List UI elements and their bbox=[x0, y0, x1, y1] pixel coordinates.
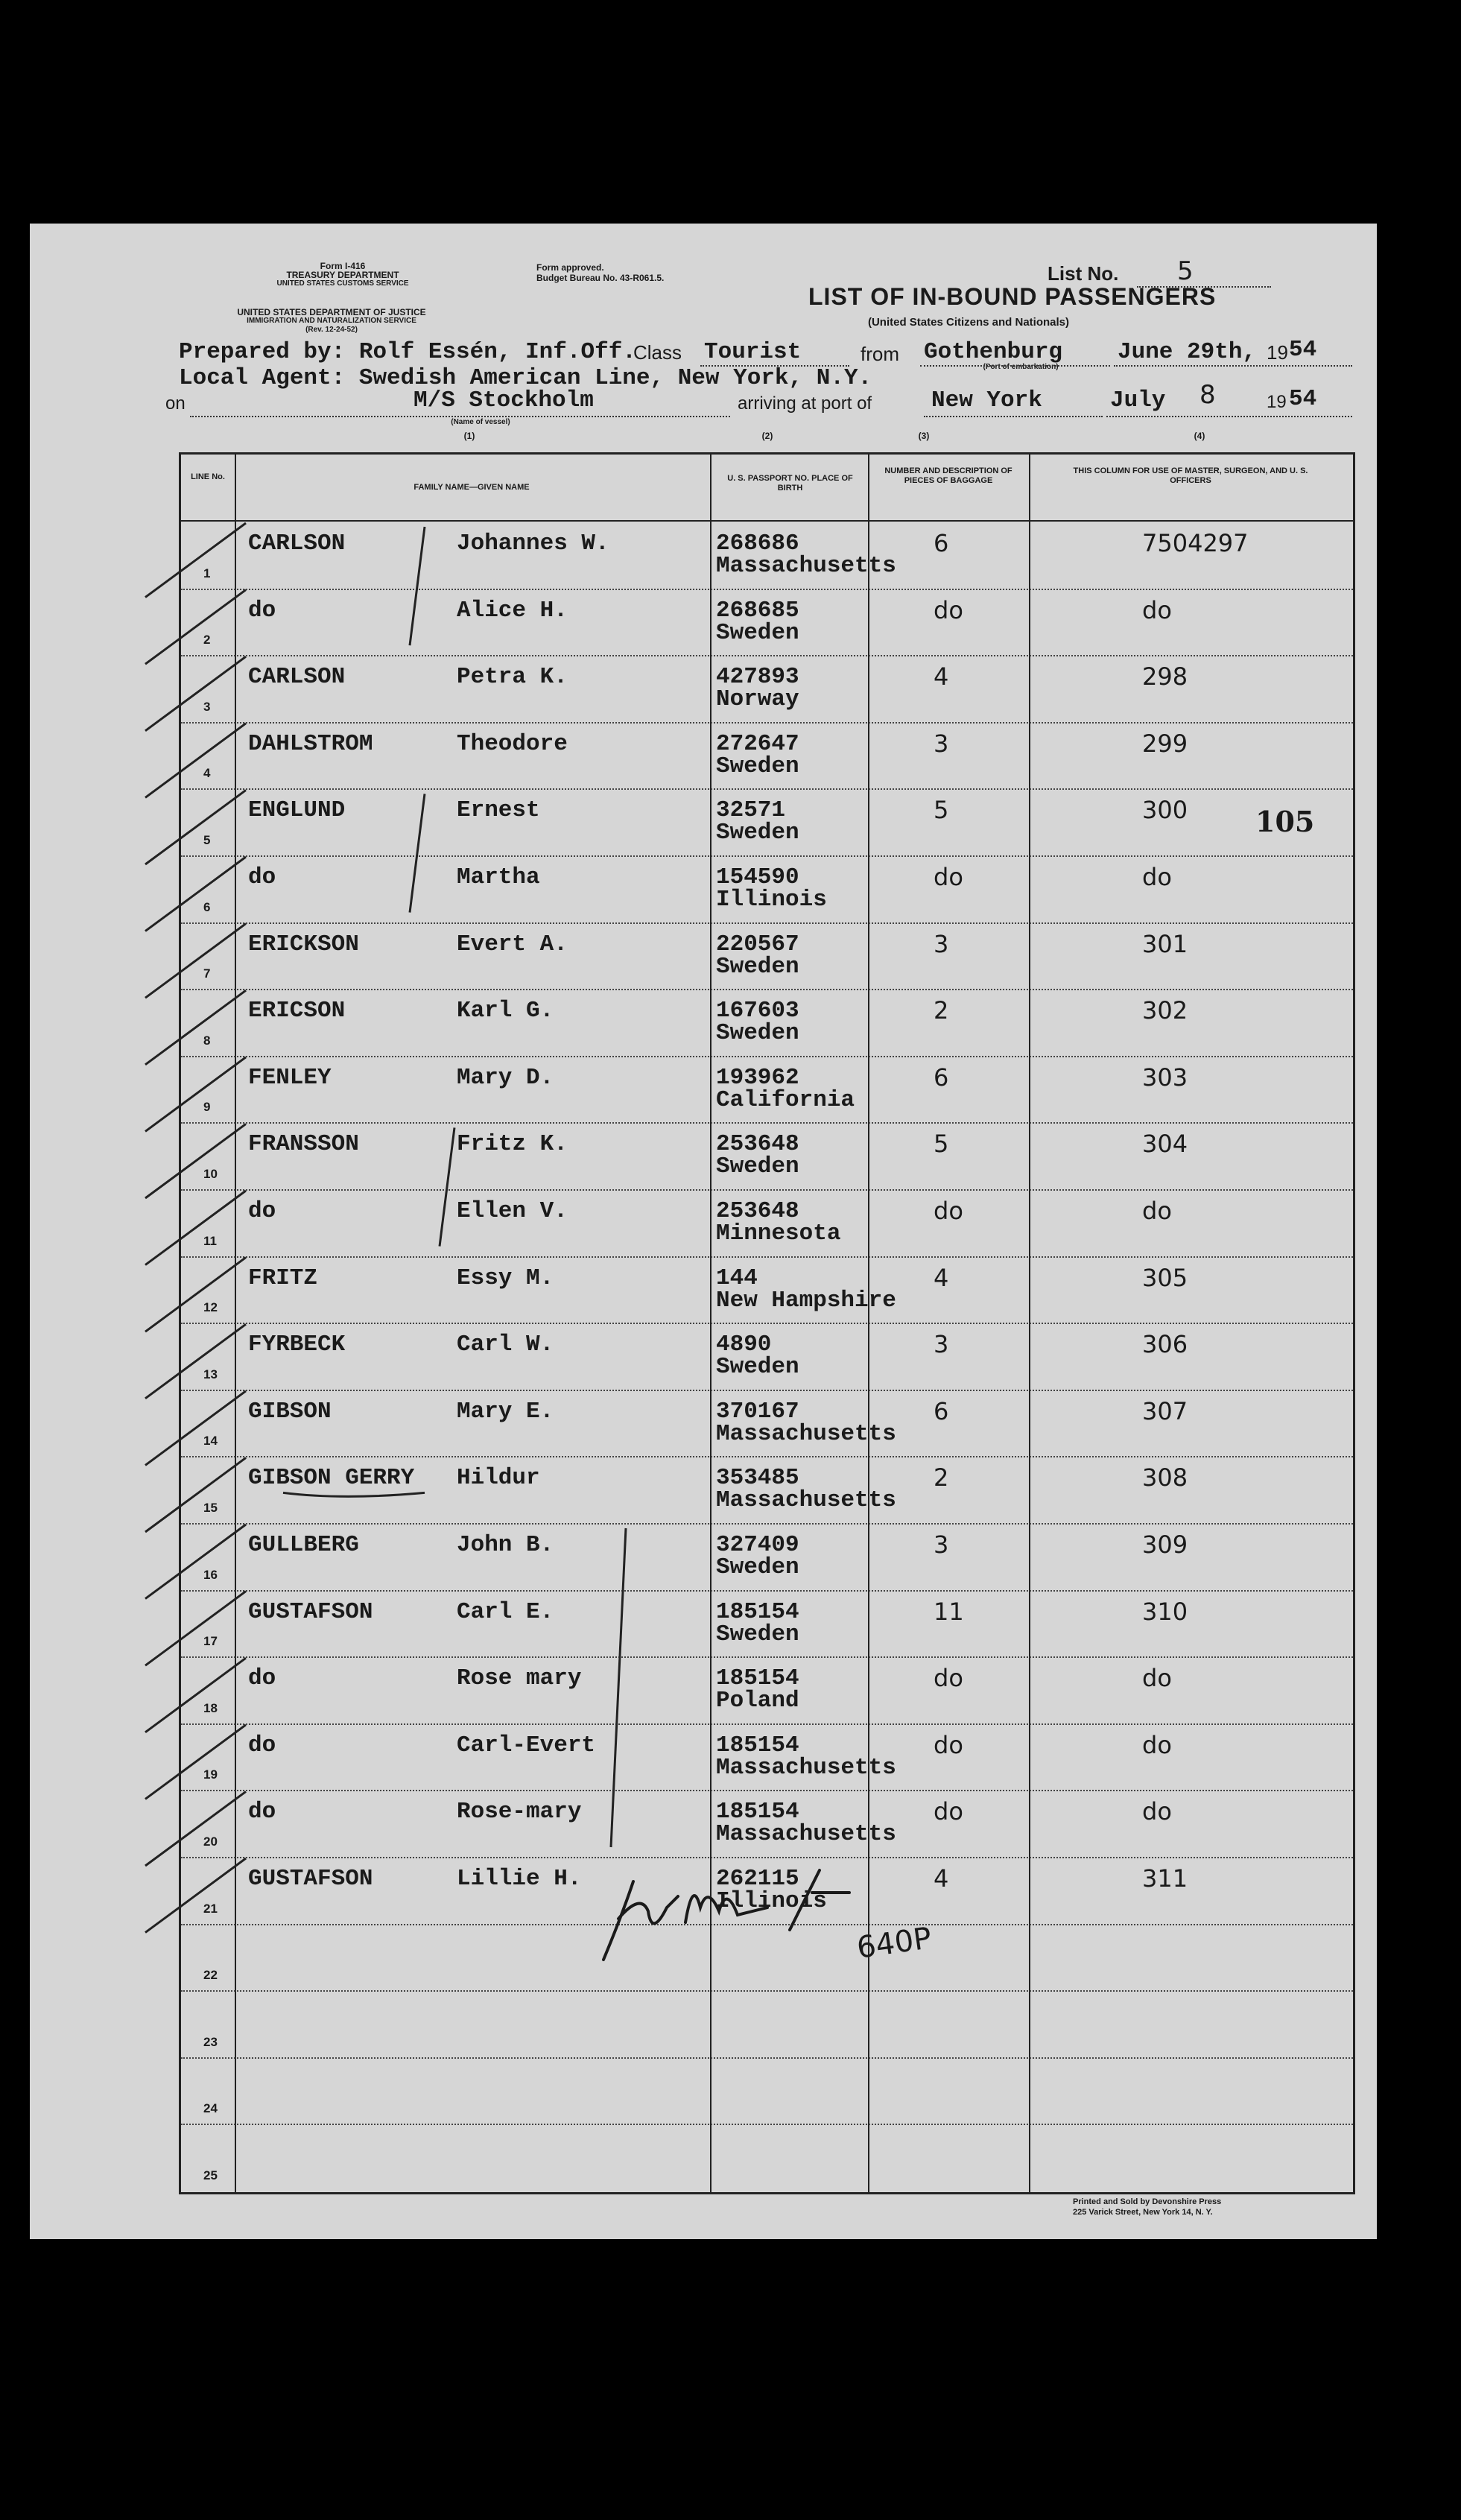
given-name: John B. bbox=[457, 1532, 554, 1558]
customs-service: UNITED STATES CUSTOMS SERVICE bbox=[276, 279, 409, 288]
check-mark bbox=[145, 1391, 246, 1466]
line-number: 13 bbox=[203, 1367, 218, 1381]
passport-number: 353485 bbox=[716, 1465, 799, 1492]
officer-number: 303 bbox=[1142, 1063, 1188, 1092]
baggage-count: 3 bbox=[934, 929, 949, 958]
passport-number: 268685 bbox=[716, 597, 799, 624]
local-agent: Local Agent: Swedish American Line, New York, N.Y. bbox=[179, 365, 872, 391]
given-name: Alice H. bbox=[457, 597, 568, 624]
place-of-birth: Illinois bbox=[716, 887, 827, 913]
handwriting-overlay bbox=[30, 224, 1377, 2239]
line-number: 14 bbox=[203, 1434, 218, 1449]
underline-mark bbox=[283, 1492, 425, 1496]
place-of-birth: Sweden bbox=[716, 1621, 799, 1647]
family-name: do bbox=[248, 1665, 276, 1692]
check-mark bbox=[145, 790, 246, 864]
place-of-birth: Massachusetts bbox=[716, 1754, 896, 1781]
form-approved: Form approved. bbox=[536, 262, 604, 273]
vessel-name: M/S Stockholm bbox=[413, 387, 594, 414]
baggage-count: 11 bbox=[934, 1597, 964, 1626]
family-name: do bbox=[248, 864, 276, 890]
place-of-birth: Massachusetts bbox=[716, 553, 896, 579]
departure-date: June 29th, bbox=[1118, 339, 1257, 365]
given-name: Hildur bbox=[457, 1465, 540, 1492]
header-passport: U. S. PASSPORT NO. PLACE OF BIRTH bbox=[727, 474, 853, 493]
given-name: Karl G. bbox=[457, 998, 554, 1025]
header-name: FAMILY NAME—GIVEN NAME bbox=[413, 483, 530, 492]
passport-number: 167603 bbox=[716, 998, 799, 1025]
place-of-birth: Sweden bbox=[716, 619, 799, 646]
passport-number: 268686 bbox=[716, 531, 799, 557]
check-mark bbox=[145, 924, 246, 998]
passport-number: 272647 bbox=[716, 730, 799, 757]
passport-number: 185154 bbox=[716, 1732, 799, 1758]
line-number: 22 bbox=[203, 1968, 218, 1983]
check-mark bbox=[145, 523, 246, 598]
officer-number: 310 bbox=[1142, 1597, 1188, 1626]
check-mark bbox=[145, 1592, 246, 1666]
check-mark bbox=[145, 1057, 246, 1132]
baggage-count: do bbox=[934, 595, 963, 624]
revision: (Rev. 12-24-52) bbox=[305, 326, 358, 334]
check-mark bbox=[145, 990, 246, 1065]
header-line-no: LINE No. bbox=[191, 472, 225, 481]
officer-number: do bbox=[1142, 1664, 1172, 1693]
check-mark bbox=[145, 1791, 246, 1866]
passport-number: 193962 bbox=[716, 1064, 799, 1091]
given-name: Fritz K. bbox=[457, 1131, 568, 1158]
officer-number: 300 bbox=[1142, 796, 1188, 825]
passport-number: 4890 bbox=[716, 1332, 772, 1358]
given-name: Mary D. bbox=[457, 1064, 554, 1091]
officer-number: do bbox=[1142, 1797, 1172, 1826]
family-name: do bbox=[248, 1198, 276, 1224]
line-number: 19 bbox=[203, 1767, 218, 1782]
printer-line-2: 225 Varick Street, New York 14, N. Y. bbox=[1073, 2208, 1213, 2217]
family-name: ERICKSON bbox=[248, 931, 359, 957]
given-name: Rose mary bbox=[457, 1665, 582, 1692]
given-name: Ellen V. bbox=[457, 1198, 568, 1224]
printer-line-1: Printed and Sold by Devonshire Press bbox=[1073, 2197, 1222, 2206]
family-name: CARLSON bbox=[248, 664, 346, 691]
family-name: GIBSON bbox=[248, 1398, 332, 1425]
arrival-year: 54 bbox=[1289, 386, 1317, 412]
family-name: GIBSON GERRY bbox=[248, 1465, 415, 1492]
passport-number: 220567 bbox=[716, 931, 799, 957]
baggage-count: do bbox=[934, 1197, 963, 1225]
place-of-birth: Massachusetts bbox=[716, 1487, 896, 1514]
place-of-birth: Sweden bbox=[716, 1153, 799, 1180]
given-name: Carl W. bbox=[457, 1332, 554, 1358]
family-name: CARLSON bbox=[248, 531, 346, 557]
form-number: Form I-416 bbox=[320, 261, 366, 271]
embarkation-port: Gothenburg bbox=[924, 339, 1063, 365]
passport-number: 253648 bbox=[716, 1131, 799, 1158]
given-name: Johannes W. bbox=[457, 531, 609, 557]
given-name: Mary E. bbox=[457, 1398, 554, 1425]
family-name: DAHLSTROM bbox=[248, 730, 373, 757]
check-mark bbox=[145, 1258, 246, 1332]
side-stamp: 105 bbox=[1255, 805, 1315, 838]
line-number: 7 bbox=[203, 966, 211, 981]
line-number: 21 bbox=[203, 1901, 218, 1916]
line-number: 4 bbox=[203, 766, 211, 781]
bracket-mark bbox=[410, 527, 425, 645]
line-number: 17 bbox=[203, 1634, 218, 1649]
check-mark bbox=[145, 1658, 246, 1732]
line-number: 16 bbox=[203, 1567, 218, 1582]
passport-number: 185154 bbox=[716, 1665, 799, 1692]
place-of-birth: Poland bbox=[716, 1688, 799, 1715]
list-no-label: List No. bbox=[1048, 262, 1119, 285]
line-number: 20 bbox=[203, 1834, 218, 1849]
line-number: 24 bbox=[203, 2101, 218, 2116]
place-of-birth: Sweden bbox=[716, 1554, 799, 1580]
given-name: Lillie H. bbox=[457, 1866, 582, 1892]
family-name: GUSTAFSON bbox=[248, 1866, 373, 1892]
family-name: do bbox=[248, 597, 276, 624]
baggage-count: do bbox=[934, 1664, 963, 1693]
page-title: LIST OF IN-BOUND PASSENGERS bbox=[808, 283, 1217, 310]
passport-number: 262115 bbox=[716, 1866, 799, 1892]
place-of-birth: Norway bbox=[716, 686, 799, 713]
arrival-month: July bbox=[1110, 387, 1166, 414]
passport-number: 32571 bbox=[716, 797, 786, 824]
passport-number: 185154 bbox=[716, 1799, 799, 1826]
passport-number: 327409 bbox=[716, 1532, 799, 1558]
manifest-page bbox=[30, 224, 1377, 2239]
baggage-count: 2 bbox=[934, 1463, 949, 1492]
list-no-value: 5 bbox=[1177, 256, 1194, 286]
col-num-2: (2) bbox=[761, 431, 773, 441]
check-mark bbox=[145, 590, 246, 665]
given-name: Evert A. bbox=[457, 931, 568, 957]
officer-number: 298 bbox=[1142, 662, 1188, 691]
check-mark bbox=[145, 1725, 246, 1799]
col-num-4: (4) bbox=[1194, 431, 1205, 441]
line-number: 1 bbox=[203, 566, 211, 580]
officer-number: do bbox=[1142, 863, 1172, 891]
passport-number: 144 bbox=[716, 1264, 758, 1291]
ins-service: IMMIGRATION AND NATURALIZATION SERVICE bbox=[247, 317, 416, 325]
place-of-birth: Illinois bbox=[716, 1888, 827, 1914]
passport-number: 185154 bbox=[716, 1598, 799, 1625]
bracket-mark bbox=[410, 794, 425, 912]
prepared-by: Prepared by: Rolf Essén, Inf.Off. bbox=[179, 339, 636, 365]
check-mark bbox=[145, 857, 246, 931]
bracket-mark bbox=[440, 1127, 454, 1246]
signature-note: 640P bbox=[855, 1921, 934, 1966]
baggage-count: do bbox=[934, 1730, 963, 1759]
class-value: Tourist bbox=[704, 339, 802, 365]
check-mark bbox=[145, 1858, 246, 1933]
class-label: Class bbox=[633, 341, 682, 364]
officer-number: 304 bbox=[1142, 1130, 1188, 1159]
place-of-birth: California bbox=[716, 1086, 855, 1113]
officer-number: 309 bbox=[1142, 1530, 1188, 1559]
baggage-count: 4 bbox=[934, 662, 949, 691]
officer-number: 302 bbox=[1142, 996, 1188, 1025]
arrival-day: 8 bbox=[1199, 380, 1216, 410]
baggage-count: 3 bbox=[934, 1330, 949, 1359]
officer-number: 311 bbox=[1142, 1864, 1188, 1893]
line-number: 25 bbox=[203, 2168, 218, 2182]
line-number: 5 bbox=[203, 832, 211, 847]
officer-number: do bbox=[1142, 1197, 1172, 1225]
port-embarkation-note: (Port of embarkation) bbox=[983, 363, 1059, 371]
signature-mark bbox=[603, 1870, 849, 1960]
family-name: GUSTAFSON bbox=[248, 1598, 373, 1625]
passport-number: 154590 bbox=[716, 864, 799, 890]
family-name: GULLBERG bbox=[248, 1532, 359, 1558]
baggage-count: 3 bbox=[934, 1530, 949, 1559]
baggage-count: 6 bbox=[934, 1396, 949, 1425]
departure-year-prefix: 19 bbox=[1267, 341, 1288, 364]
header-baggage: NUMBER AND DESCRIPTION OF PIECES OF BAGGAGE bbox=[884, 466, 1012, 485]
officer-number: 306 bbox=[1142, 1330, 1188, 1359]
baggage-count: 6 bbox=[934, 529, 949, 557]
check-mark bbox=[145, 656, 246, 731]
treasury-dept: TREASURY DEPARTMENT bbox=[286, 270, 399, 280]
passport-number: 427893 bbox=[716, 664, 799, 691]
place-of-birth: Sweden bbox=[716, 1020, 799, 1047]
family-name: ERICSON bbox=[248, 998, 346, 1025]
place-of-birth: Sweden bbox=[716, 753, 799, 779]
given-name: Ernest bbox=[457, 797, 540, 824]
line-number: 18 bbox=[203, 1700, 218, 1715]
place-of-birth: Sweden bbox=[716, 1354, 799, 1381]
place-of-birth: New Hampshire bbox=[716, 1287, 896, 1314]
line-number: 9 bbox=[203, 1100, 211, 1115]
line-number: 11 bbox=[203, 1233, 217, 1248]
family-name: FRITZ bbox=[248, 1264, 318, 1291]
on-label: on bbox=[165, 393, 186, 414]
given-name: Petra K. bbox=[457, 664, 568, 691]
line-number: 3 bbox=[203, 699, 211, 714]
baggage-count: 6 bbox=[934, 1063, 949, 1092]
given-name: Essy M. bbox=[457, 1264, 554, 1291]
baggage-count: 5 bbox=[934, 796, 949, 825]
header-officers: THIS COLUMN FOR USE OF MASTER, SURGEON, AND U. S. OFFICERS bbox=[1073, 466, 1308, 485]
officer-number: 301 bbox=[1142, 929, 1188, 958]
place-of-birth: Minnesota bbox=[716, 1221, 841, 1247]
arriving-label: arriving at port of bbox=[738, 393, 872, 414]
arrival-year-prefix: 19 bbox=[1267, 392, 1287, 412]
family-name: do bbox=[248, 1732, 276, 1758]
line-number: 23 bbox=[203, 2034, 218, 2049]
officer-number: 308 bbox=[1142, 1463, 1188, 1492]
line-number: 12 bbox=[203, 1300, 218, 1315]
line-number: 15 bbox=[203, 1500, 218, 1515]
line-number: 8 bbox=[203, 1033, 211, 1048]
officer-number: 305 bbox=[1142, 1263, 1188, 1292]
officer-number: 299 bbox=[1142, 729, 1188, 758]
line-number: 6 bbox=[203, 899, 211, 914]
col-num-3: (3) bbox=[918, 431, 930, 441]
baggage-count: 5 bbox=[934, 1130, 949, 1159]
departure-year: 54 bbox=[1289, 337, 1317, 363]
bracket-mark bbox=[611, 1528, 626, 1847]
officer-number: 307 bbox=[1142, 1396, 1188, 1425]
family-name: do bbox=[248, 1799, 276, 1826]
from-label: from bbox=[861, 343, 899, 365]
place-of-birth: Massachusetts bbox=[716, 1420, 896, 1447]
family-name: FYRBECK bbox=[248, 1332, 346, 1358]
passport-number: 253648 bbox=[716, 1198, 799, 1224]
vessel-note: (Name of vessel) bbox=[451, 418, 510, 426]
line-number: 10 bbox=[203, 1166, 218, 1181]
baggage-count: do bbox=[934, 863, 963, 891]
place-of-birth: Massachusetts bbox=[716, 1821, 896, 1848]
check-mark bbox=[145, 1525, 246, 1599]
baggage-count: 4 bbox=[934, 1263, 949, 1292]
budget-bureau: Budget Bureau No. 43-R061.5. bbox=[536, 273, 665, 283]
line-number: 2 bbox=[203, 633, 211, 648]
officer-number: 7504297 bbox=[1142, 529, 1249, 557]
given-name: Carl-Evert bbox=[457, 1732, 596, 1758]
page-subtitle: (United States Citizens and Nationals) bbox=[867, 316, 1070, 329]
officer-number: do bbox=[1142, 1730, 1172, 1759]
passport-number: 370167 bbox=[716, 1398, 799, 1425]
check-mark bbox=[145, 1457, 246, 1532]
place-of-birth: Sweden bbox=[716, 953, 799, 980]
officer-number: do bbox=[1142, 595, 1172, 624]
col-num-1: (1) bbox=[463, 431, 475, 441]
check-mark bbox=[145, 1191, 246, 1265]
family-name: FENLEY bbox=[248, 1064, 332, 1091]
check-mark bbox=[145, 1324, 246, 1399]
family-name: ENGLUND bbox=[248, 797, 346, 824]
arrival-port: New York bbox=[931, 387, 1042, 414]
baggage-count: do bbox=[934, 1797, 963, 1826]
given-name: Theodore bbox=[457, 730, 568, 757]
given-name: Rose-mary bbox=[457, 1799, 582, 1826]
check-mark bbox=[145, 724, 246, 798]
place-of-birth: Sweden bbox=[716, 820, 799, 846]
baggage-count: 2 bbox=[934, 996, 949, 1025]
baggage-count: 4 bbox=[934, 1864, 949, 1893]
given-name: Martha bbox=[457, 864, 540, 890]
family-name: FRANSSON bbox=[248, 1131, 359, 1158]
check-mark bbox=[145, 1124, 246, 1198]
justice-dept: UNITED STATES DEPARTMENT OF JUSTICE bbox=[237, 307, 426, 317]
given-name: Carl E. bbox=[457, 1598, 554, 1625]
baggage-count: 3 bbox=[934, 729, 949, 758]
